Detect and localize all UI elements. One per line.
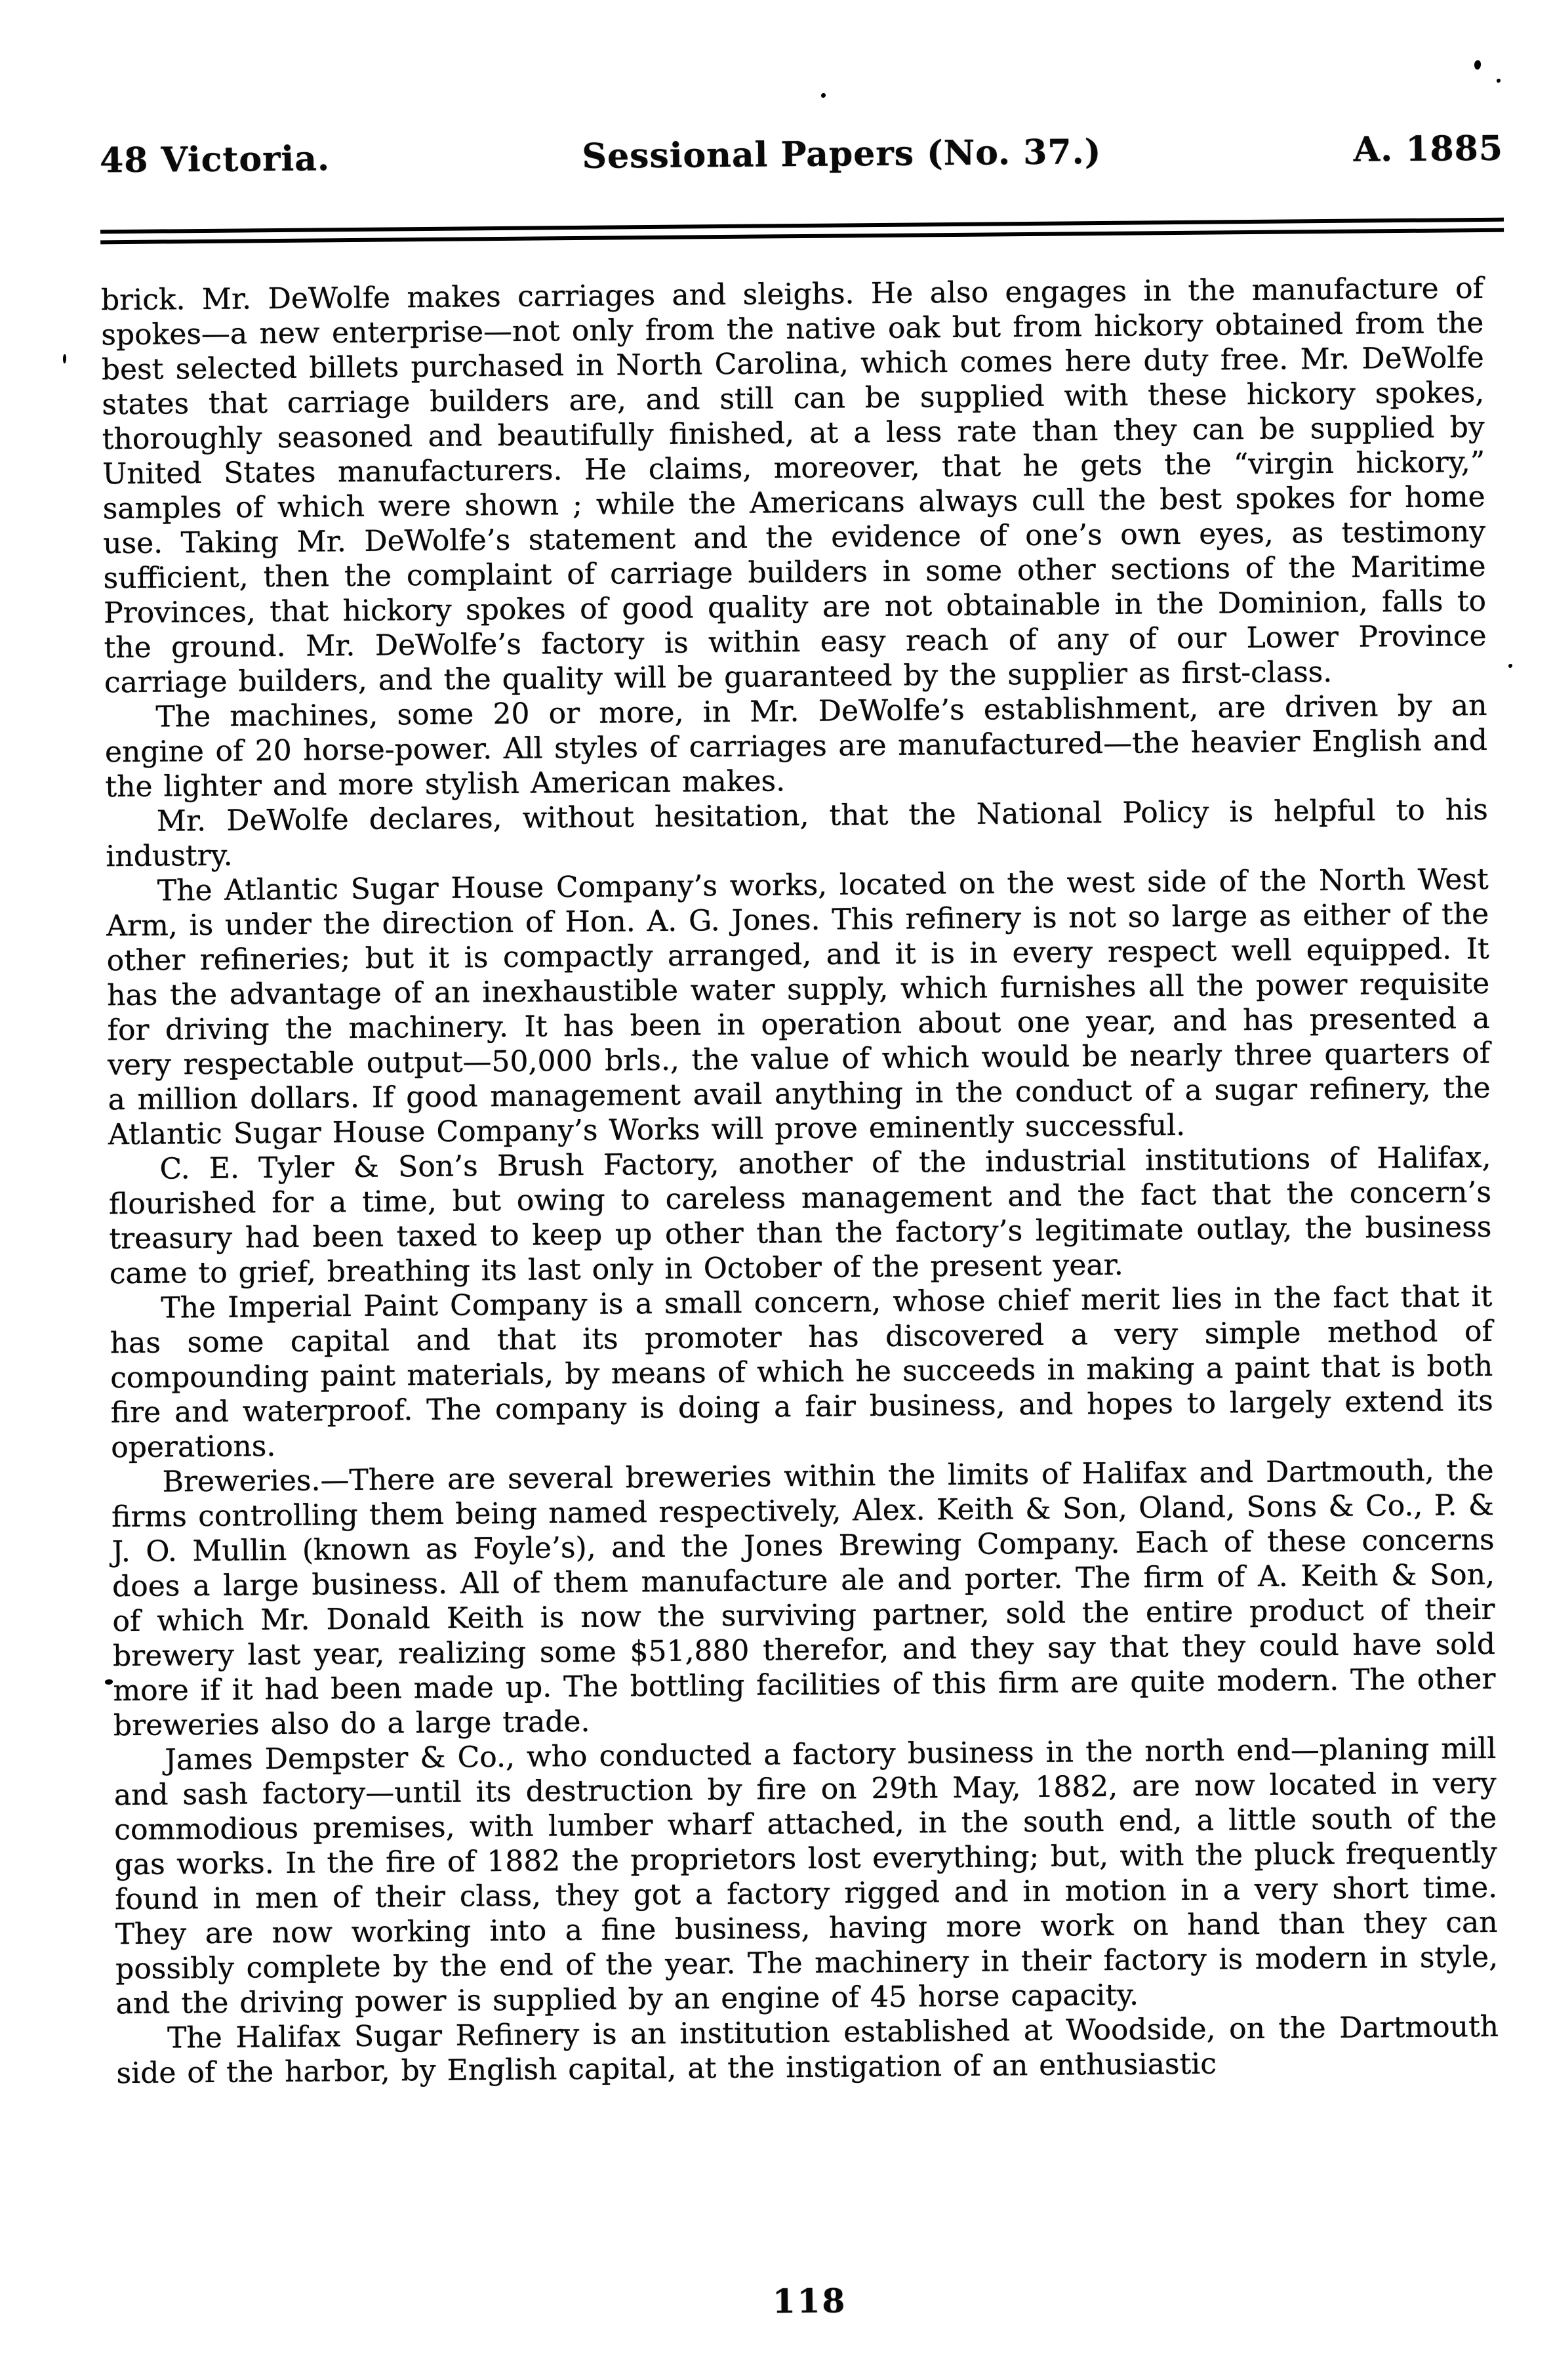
ink-speck <box>821 93 826 98</box>
document-body <box>101 271 1499 2091</box>
ink-speck <box>1497 79 1501 83</box>
header-title: Sessional Papers (No. 37.) <box>582 132 1102 176</box>
paragraph-4: The Atlantic Sugar House Company’s works, located on the west side of the North West Arm, is under the direction of Hon. A. G. Jones. This refinery is not so large as either of the other refineries; but it is compactly arranged, and it is in every respect well equipped. It has the advantage of an inexhaustible water supply, which furnishes all the power requisite for driving the machinery. It has been in operation about one year, and has presented a very respectable output—50,000 brls., the value of which would be nearly three quarters of a million dollars. If good management avail anything in the conduct of a sugar refinery, the Atlantic Sugar House Company’s Works will prove eminently successful. <box>106 862 1491 1152</box>
ink-speck <box>1474 60 1481 70</box>
ink-speck <box>105 1679 113 1685</box>
paragraph-2: The machines, some 20 or more, in Mr. DeWolfe’s establishment, are driven by an engine of 20 horse-power. All styles of carriages are manufactured—the heavier English and the lighter and more stylish American makes. <box>104 688 1488 804</box>
ink-speck <box>63 354 66 363</box>
page-number: 118 <box>772 2281 847 2321</box>
paragraph-8: James Dempster & Co., who conducted a factory business in the north end—planing mill and sash factory—until its destruction by fire on 29th May, 1882, are now located in very commodious premises, with lumber wharf attached, in the south end, a little south of the gas works. In the fire of 1882 the proprietors lost everything; but, with the pluck frequently found in men of their class, they got a factory rigged and in motion in a very short time. They are now working into a fine business, having more work on hand than they can possibly complete by the end of the year. The machinery in their factory is modern in style, and the driving power is supplied by an engine of 45 horse capacity. <box>113 1731 1499 2021</box>
header-regnal-year: 48 Victoria. <box>99 138 331 181</box>
paragraph-3: Mr. DeWolfe declares, without hesitation, that the National Policy is helpful to his industry. <box>106 792 1489 874</box>
paragraph-9: The Halifax Sugar Refinery is an institution established at Woodside, on the Dartmouth side of the harbor, by English capital, at the instigation of an enthusiastic <box>116 2009 1499 2091</box>
double-rule-divider <box>100 218 1504 245</box>
paragraph-1: brick. Mr. DeWolfe makes carriages and sleighs. He also engages in the manufacture of spokes—a new enterprise—not only from the native oak but from hickory obtained from the best selected billets purchased in North Carolina, which comes here duty free. Mr. DeWolfe states that carriage builders are, and still can be supplied with these hickory spokes, thoroughly seasoned and beautifully finished, at a less rate than they can be supplied by United States manufacturers. He claims, moreover, that he gets the “virgin hickory,” samples of which were shown ; while the Americans always cull the best spokes for home use. Taking Mr. DeWolfe’s statement and the evidence of one’s own eyes, as testimony sufficient, then the complaint of carriage builders in some other sections of the Maritime Provinces, that hickory spokes of good quality are not obtainable in the Dominion, falls to the ground. Mr. DeWolfe’s factory is within easy reach of any of our Lower Province carriage builders, and the quality will be guaranteed by the supplier as first-class. <box>100 271 1487 700</box>
header-year: A. 1885 <box>1353 128 1504 170</box>
scanned-content <box>98 0 1504 2321</box>
page-header <box>100 129 1503 181</box>
ink-speck <box>1508 664 1512 668</box>
paragraph-6: The Imperial Paint Company is a small concern, whose chief merit lies in the fact that it has some capital and that its promoter has discovered a very simple method of compounding paint materials, by means of which he succeeds in making a paint that is both fire and waterproof. The company is doing a fair business, and hopes to largely extend its operations. <box>110 1279 1493 1465</box>
paragraph-7: Breweries.—There are several breweries within the limits of Halifax and Dartmouth, the firms controlling them being named respectively, Alex. Keith & Son, Oland, Sons & Co., P. & J. O. Mullin (known as Foyle’s), and the Jones Brewing Company. Each of these concerns does a large business. All of them manufacture ale and porter. The firm of A. Keith & Son, of which Mr. Donald Keith is now the surviving partner, sold the entire product of their brewery last year, realizing some $51,880 therefor, and they say that they could have sold more if it had been made up. The bottling facilities of this firm are quite modern. The other breweries also do a large trade. <box>111 1453 1496 1743</box>
paragraph-5: C. E. Tyler & Son’s Brush Factory, another of the industrial institutions of Halifax, flourished for a time, but owing to careless management and the fact that the concern’s treasury had been taxed to keep up other than the factory’s legitimate outlay, the business came to grief, breathing its last only in October of the present year. <box>108 1140 1492 1291</box>
